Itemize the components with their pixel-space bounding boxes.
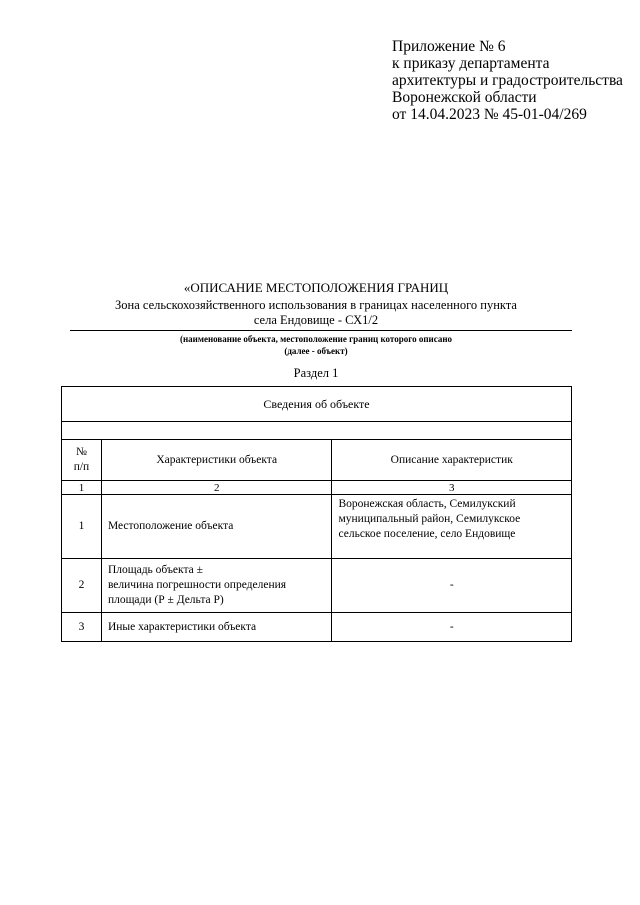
- appendix-line: к приказу департамента: [392, 55, 550, 72]
- appendix-line: Приложение № 6: [392, 38, 506, 55]
- row-characteristic: Иные характеристики объекта: [101, 613, 332, 642]
- header-num-line: п/п: [73, 461, 90, 473]
- row-num: 3: [62, 613, 102, 642]
- object-info-table: [61, 386, 572, 642]
- object-note: [60, 333, 572, 357]
- header-characteristic: Характеристики объекта: [101, 440, 332, 481]
- table-caption-row: [62, 387, 572, 422]
- appendix-line: архитектуры и градостроительства: [392, 72, 623, 89]
- note-line: (далее - объект): [284, 346, 348, 356]
- header-num: [62, 440, 102, 481]
- description-line: Воронежская область, Семилукский: [338, 498, 516, 510]
- underline-divider: [70, 330, 572, 331]
- row-characteristic: Местоположение объекта: [101, 495, 332, 559]
- note-line: (наименование объекта, местоположение границ которого описано: [179, 334, 453, 344]
- row-num: 2: [62, 559, 102, 613]
- row-characteristic: [101, 559, 332, 613]
- table-row: [62, 559, 572, 613]
- table-header-row: [62, 440, 572, 481]
- row-num: 1: [62, 495, 102, 559]
- appendix-block: [392, 38, 623, 123]
- document-title: «ОПИСАНИЕ МЕСТОПОЛОЖЕНИЯ ГРАНИЦ: [183, 280, 449, 295]
- table-row: [62, 613, 572, 642]
- column-number: 3: [332, 481, 572, 495]
- table-caption: Сведения об объекте: [62, 387, 572, 422]
- empty-cell: [62, 422, 572, 440]
- header-num-line: №: [75, 446, 87, 458]
- description-line: сельское поселение, село Ендовище: [338, 528, 516, 540]
- appendix-line: от 14.04.2023 № 45-01-04/269: [392, 106, 587, 123]
- document-subtitle: [60, 298, 572, 328]
- row-description: -: [332, 559, 572, 613]
- header-description: Описание характеристик: [332, 440, 572, 481]
- table-row: [62, 495, 572, 559]
- description-line: муниципальный район, Семилукское: [338, 513, 521, 525]
- column-number: 1: [62, 481, 102, 495]
- row-description: -: [332, 613, 572, 642]
- table-column-numbers-row: [62, 481, 572, 495]
- characteristic-line: величина погрешности определения: [107, 579, 287, 591]
- appendix-line: Воронежской области: [392, 89, 537, 106]
- section-heading: Раздел 1: [293, 366, 339, 380]
- subtitle-line: Зона сельскохозяйственного использования в границах населенного пункта: [115, 298, 517, 312]
- characteristic-line: площади (Р ± Дельта Р): [107, 594, 224, 606]
- column-number: 2: [101, 481, 332, 495]
- characteristic-line: Площадь объекта ±: [107, 564, 203, 576]
- subtitle-line: села Ендовище - СХ1/2: [253, 313, 379, 327]
- row-description: [332, 495, 572, 559]
- table-empty-row: [62, 422, 572, 440]
